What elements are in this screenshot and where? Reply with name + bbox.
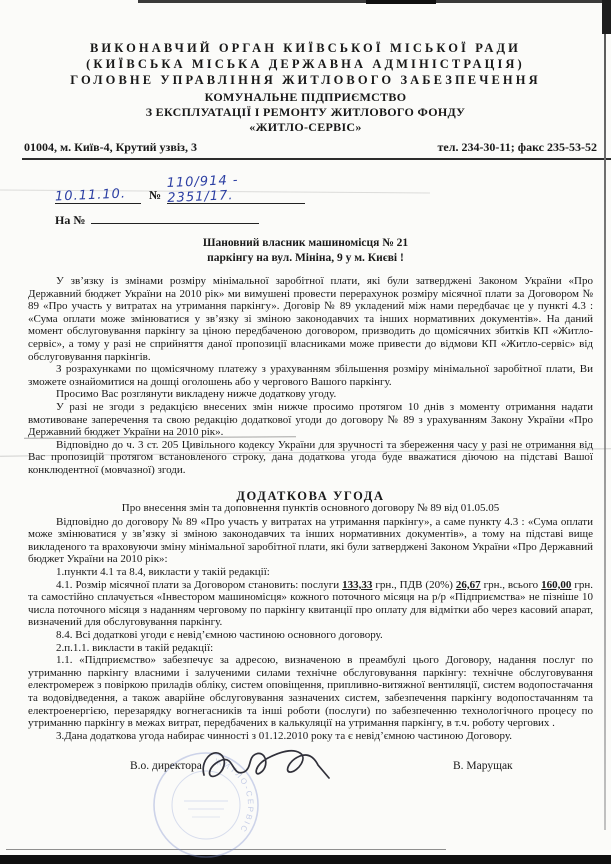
- company-phone-fax: тел. 234-30-11; факс 235-53-52: [437, 140, 597, 154]
- greeting-line2: паркінгу на вул. Мініна, 9 у м. Києві !: [207, 252, 404, 264]
- reply-reference-line: [55, 213, 611, 228]
- handwritten-date: 10.11.10.: [54, 186, 127, 205]
- letter-paragraph-5: Відповідно до ч. 3 ст. 205 Цивільного кодексу України для зручності та збереження часу у разі не отримання від Вас пропозицій протягом встановленого строку, дана додаткова угода буде вважатися діючою на підставі Вашої конклюдентної (мовчазної) згоди.: [28, 438, 593, 476]
- agreement-clause-4-1: [28, 579, 593, 629]
- agreement-intro: Відповідно до договору № 89 «Про участь у витратах на утримання паркінгу», а саме пункту 4.3 : «Сума оплати може змінюватися у зв’язку зі зміною законодавчих та інших нормативних документів», а тому на підставі вище викладеного та враховуючи зміну мінімальної заробітної плати, які були затверджені Законом України «Про Державний бюджет України на 2010 рік»:: [28, 515, 593, 566]
- agreement-clause-1-1: 1.1. «Підприємство» забезпечує за адресою, визначеною в преамбулі цього Договору, надання послуг по утриманню паркінгу власними і залученими силами технічне обслуговування паркінгу: технічне обслуговування електромереж з повіркою приладів обліку, систем оповіщення, припливно-витяжної вентиляції, систем водопостачання та водовідведення, а також аварійне обслуговування зазначених систем, забезпечення паркінгу водопостачанням та електроенергією, перезарядку вогнегасників та інші роботи (послуги) по забезпеченню технологічного процесу по утриманню паркінгу в межах витрат, передбачених в калькуляції на утримання паркінгу, в т.ч. роботу чергових .: [28, 654, 593, 730]
- reply-label: На №: [55, 213, 86, 227]
- letter-paragraph-4: У разі не згоди з редакцією внесених змін нижче просимо протягом 10 днів з моменту отримання надати вмотивоване заперечення та свою редакцію додаткової угоди до договору № 89 з урахуванням Закону України «Про Державний бюджет України на 2010 рік».: [28, 400, 593, 439]
- date-field: [55, 188, 141, 204]
- org-name-line1: ВИКОНАВЧИЙ ОРГАН КИЇВСЬКОЇ МІСЬКОЇ РАДИ: [89, 41, 522, 55]
- number-label: №: [149, 188, 162, 202]
- company-address: 01004, м. Київ-4, Крутий узвіз, 3: [24, 140, 197, 154]
- clause-4-1-text: 4.1. Розмір місячної плати за Договором становить: послуги: [56, 578, 343, 591]
- org-name-line2: (КИЇВСЬКА МІСЬКА ДЕРЖАВНА АДМІНІСТРАЦІЯ): [86, 57, 525, 71]
- amount-total: 160,00: [541, 578, 572, 591]
- signature-block: [0, 751, 611, 861]
- company-name-line1: КОМУНАЛЬНЕ ПІДПРИЄМСТВО: [204, 90, 407, 104]
- agreement-clause-8-4: 8.4. Всі додаткові угоди є невід’ємною частиною основного договору.: [56, 629, 383, 642]
- reply-number-field: [91, 223, 259, 224]
- letter-paragraph-2: З розрахунками по щомісячному платежу з урахуванням збільшення розміру мінімальної заробітної плати, Ви зможете ознайомитися на дошці оголошень або у чергового Вашого паркінгу.: [28, 363, 593, 388]
- agreement-item-2: 2.п.1.1. викласти в такій редакції:: [56, 641, 214, 654]
- reference-block: [55, 173, 611, 227]
- agreement-subtitle: Про внесення змін та доповнення пунктів основного договору № 89 від 01.05.05: [121, 502, 500, 515]
- agreement-title: ДОДАТКОВА УГОДА: [236, 488, 385, 503]
- signature-scrawl: [196, 741, 336, 792]
- greeting: [0, 236, 611, 266]
- clause-4-1-text: грн. та самостійно сплачується «Інвестором машиномісця» кожного поточного місяця на р/р «Підприємства» не пізніше 10 числа поточного місяця з наданням черговому по паркінгу квитанції про оплату для відмітки або через касовий апарат, визначений для обслуговування паркінгу.: [28, 578, 593, 629]
- company-name-line3: «ЖИТЛО-СЕРВІС»: [249, 120, 362, 134]
- scan-artifact-right-edge: [604, 34, 606, 830]
- signer-role: В.о. директора: [130, 760, 202, 773]
- handwritten-number: 110/914 - 2351/17.: [166, 172, 239, 206]
- letter-paragraph-3: Просимо Вас розглянути викладену нижче додаткову угоду.: [56, 388, 337, 401]
- amount-services: 133,33: [342, 578, 373, 591]
- stamp-text: ЖИТЛО-СЕРВІС: [213, 757, 256, 836]
- clause-4-1-text: грн., ПДВ (20%): [372, 578, 456, 591]
- letter-body: [28, 275, 593, 742]
- signer-name: В. Марущак: [453, 760, 513, 773]
- letterhead-contact-row: [22, 140, 611, 160]
- greeting-line1: Шановний власник машиномісця № 21: [202, 237, 409, 249]
- scan-artifact-right-corner: [602, 0, 611, 34]
- agreement-item-1: 1.пункти 4.1 та 8.4, викласти у такій редакції:: [56, 566, 270, 579]
- clause-4-1-text: грн., всього: [480, 578, 542, 591]
- company-name-line2: З ЕКСПЛУАТАЦІЇ І РЕМОНТУ ЖИТЛОВОГО ФОНДУ: [145, 105, 466, 119]
- agreement-clause-3: 3.Дана додаткова угода набирає чинності з 01.12.2010 року та є невід’ємною частиною Договору.: [56, 729, 512, 742]
- letterhead: [0, 0, 611, 135]
- scan-artifact-top-bar-dark: [366, 0, 436, 4]
- letter-paragraph-1: У зв’язку із змінами розміру мінімальної заробітної плати, які були затверджені Законом України «Про Державний бюджет України на 2010 рік» ми вимушені провести перерахунок розміру місячної плати за Договором № 89 «Про участь у витратах на утримання паркінгу». Договір № 89 укладений між нами передбачає це у пункті 4.3 : «Сума оплати може змінюватися у зв’язку зі зміною законодавчих та інших нормативних документів». На даний момент обслуговування паркінгу за ціною передбаченою договором, призводить до щомісячних збитків КП «Житло-сервіс», а тому у разі не сприйняття даної пропозиції власниками може привести до відмови КП «Житло-сервіс» від обслуговування паркінгів.: [28, 275, 593, 363]
- agreement-body: [28, 516, 593, 743]
- amount-vat: 26,67: [455, 578, 481, 591]
- reference-line: [55, 173, 611, 204]
- org-name-line3: ГОЛОВНЕ УПРАВЛІННЯ ЖИТЛОВОГО ЗАБЕЗПЕЧЕННЯ: [70, 73, 541, 87]
- number-field: [167, 173, 305, 204]
